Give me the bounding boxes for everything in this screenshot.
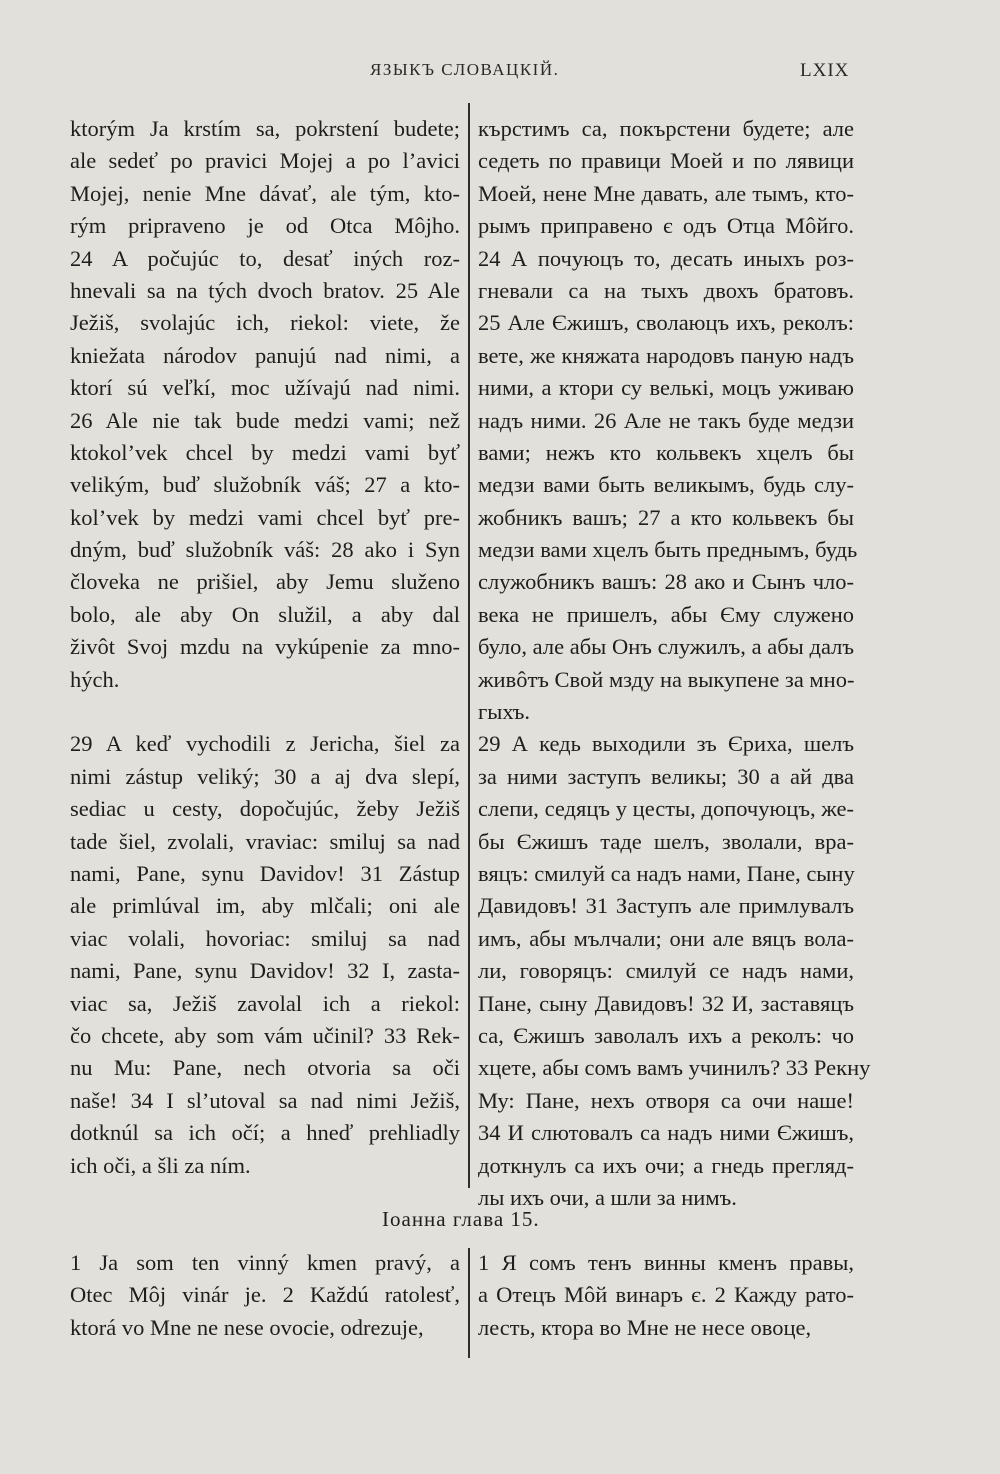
text-line: 24 A počujúc to, desať iných roz-	[70, 245, 460, 271]
running-title: ЯЗЫКЪ СЛОВАЦКІЙ.	[370, 60, 560, 79]
text-line: гневали са на тыхъ двохъ братовъ.	[478, 277, 854, 303]
text-line: Моей, нене Мне давать, але тымъ, кто-	[478, 180, 854, 206]
text-line: кърстимъ са, покърстени будете; але	[478, 116, 854, 141]
text-line: гыхъ.	[478, 699, 530, 725]
text-line: медзи вами хцелъ быть преднымъ, будь	[478, 537, 858, 563]
text-line: ktorá vo Mne ne nese ovocie, odrezuje,	[70, 1314, 424, 1340]
text-line	[70, 696, 460, 728]
text-line: nu Mu: Pane, nech otvoria sa oči	[70, 1055, 460, 1081]
text-line: živôt Svoj mzdu na vykúpenie za mno-	[70, 634, 460, 660]
text-line: človeka ne prišiel, aby Jemu služeno	[70, 569, 460, 595]
text-line: velikým, buď služobník váš; 27 a kto-	[70, 472, 460, 498]
column-divider-bottom	[468, 1248, 470, 1358]
text-line: Пане, сыну Давидовъ! 32 И, заставяцъ	[478, 990, 854, 1016]
text-line: kol’vek by medzi vami chcel byť pre-	[70, 504, 460, 530]
text-line: 1 Ja som ten vinný kmen pravý, a	[70, 1250, 460, 1275]
text-line: čo chcete, aby som vám učinil? 33 Rek-	[70, 1022, 460, 1048]
text-line: бы Єжишъ таде шелъ, зволали, вра-	[478, 828, 854, 854]
text-line: доткнулъ са ихъ очи; а гнедь прегляд-	[478, 1152, 854, 1178]
text-line: dným, buď služobník váš: 28 ako i Syn	[70, 537, 460, 563]
text-line: nami, Pane, synu Davidov! 32 I, zasta-	[70, 958, 460, 984]
text-line: kniežata národov panujú nad nimi, a	[70, 342, 460, 368]
text-line: 25 Але Єжишъ, сволаюцъ ихъ, реколъ:	[478, 310, 854, 336]
text-line: живôтъ Свой мзду на выкупене за мно-	[478, 666, 855, 692]
text-line: 29 A keď vychodili z Jericha, šiel za	[70, 731, 460, 757]
text-line: Mojej, nenie Mne dávať, ale tým, kto-	[70, 180, 460, 206]
text-line: ли, говоряцъ: смилуй се надъ нами,	[478, 958, 854, 984]
column-divider-top	[468, 103, 470, 1188]
slovak-column-top	[70, 113, 460, 1182]
text-line: служобникъ вашъ: 28 ако и Сынъ чло-	[478, 569, 854, 595]
text-line: имъ, абы мълчали; они але вяцъ вола-	[478, 925, 854, 951]
text-line: nami, Pane, synu Davidov! 31 Zástup	[70, 860, 460, 886]
text-line: 34 И слютовалъ са надъ ними Єжишъ,	[478, 1120, 854, 1146]
text-line: ich oči, a šli za ním.	[70, 1152, 251, 1178]
text-line: rým pripraveno je od Otca Môjho.	[70, 213, 460, 239]
text-line: 1 Я сомъ тенъ винны кменъ правы,	[478, 1250, 854, 1275]
text-line: Давидовъ! 31 Заступъ але примлувалъ	[478, 893, 854, 919]
text-line: було, але абы Онъ служилъ, а абы далъ	[478, 634, 854, 660]
text-line: viac sa, Ježiš zavolal ich a riekol:	[70, 990, 460, 1016]
text-line: лесть, ктора во Мне не несе овоце,	[478, 1314, 812, 1340]
slovak-column-bottom	[70, 1247, 460, 1344]
text-line: sediac u cesty, dopočujúc, žeby Ježiš	[70, 796, 460, 822]
text-line: tade šiel, zvolali, vraviac: smiluj sa nad	[70, 828, 460, 854]
text-line: лы ихъ очи, а шли за нимъ.	[478, 1184, 737, 1210]
text-line: ktorým Ja krstím sa, pokrstení budete;	[70, 116, 460, 141]
text-line: 29 А кедь выходили зъ Єриха, шелъ	[478, 731, 854, 757]
text-line: viac volali, hovoriac: smiluj sa nad	[70, 925, 460, 951]
text-line: вете, же княжата народовъ паную надъ	[478, 342, 854, 368]
text-line: naše! 34 I sl’utoval sa nad nimi Ježiš,	[70, 1087, 460, 1113]
text-line: са, Єжишъ заволалъ ихъ а реколъ: чо	[478, 1022, 854, 1048]
text-line: медзи вами быть великымъ, будь слу-	[478, 472, 854, 498]
text-line: рымъ приправено є одъ Отца Мôйго.	[478, 213, 854, 239]
text-line: хцете, абы сомъ вамъ учинилъ? 33 Рекну	[478, 1055, 871, 1081]
text-line: ale primlúval im, aby mlčali; oni ale	[70, 893, 460, 919]
chapter-heading: Іоанна глава 15.	[382, 1207, 540, 1231]
text-line: Otec Môj vinár je. 2 Každú ratolesť,	[70, 1282, 460, 1308]
text-line: жобникъ вашъ; 27 а кто кольвекъ бы	[478, 504, 854, 530]
text-line: ktokol’vek chcel by medzi vami byť	[70, 439, 460, 465]
cyrillic-column-top	[478, 113, 871, 1214]
text-line: ktorí sú veľkí, moc užívajú nad nimi.	[70, 375, 460, 401]
text-line: надъ ними. 26 Але не такъ буде медзи	[478, 407, 854, 433]
text-line: вами; нежъ кто кольвекъ хцелъ бы	[478, 439, 854, 465]
text-line: ними, а ктори су велькi, моцъ уживаю	[478, 375, 854, 401]
text-line: Му: Пане, нехъ отворя са очи наше!	[478, 1087, 854, 1113]
text-line: bolo, ale aby On služil, a aby dal	[70, 601, 460, 627]
running-head	[0, 60, 1000, 90]
text-line: hnevali sa na tých dvoch bratov. 25 Ale	[70, 277, 460, 303]
text-line: а Отецъ Мôй винаръ є. 2 Кажду рато-	[478, 1282, 854, 1308]
text-line: 24 А почуюцъ то, десать иныхъ роз-	[478, 245, 854, 271]
text-line: вяцъ: смилуй са надъ нами, Пане, сыну	[478, 860, 855, 886]
text-line: hých.	[70, 666, 120, 692]
text-line: Ježiš, svolajúc ich, riekol: viete, že	[70, 310, 460, 336]
page-number: LXIX	[800, 60, 850, 81]
text-line: dotknúl sa ich očí; a hneď prehliadly	[70, 1120, 460, 1146]
text-line: за ними заступъ великы; 30 а ай два	[478, 763, 854, 789]
text-line: 26 Ale nie tak bude medzi vami; než	[70, 407, 460, 433]
text-line: века не пришелъ, абы Єму служено	[478, 601, 854, 627]
text-line: седеть по правици Моей и по лявици	[478, 148, 854, 174]
text-line: ale sedeť po pravici Mojej a po l’avici	[70, 148, 460, 174]
section-heading	[0, 1207, 1000, 1239]
cyrillic-column-bottom	[478, 1247, 854, 1344]
text-line: слепи, седяцъ у цесты, допочуюцъ, же-	[478, 796, 854, 822]
text-line: nimi zástup veliký; 30 a aj dva slepí,	[70, 763, 460, 789]
